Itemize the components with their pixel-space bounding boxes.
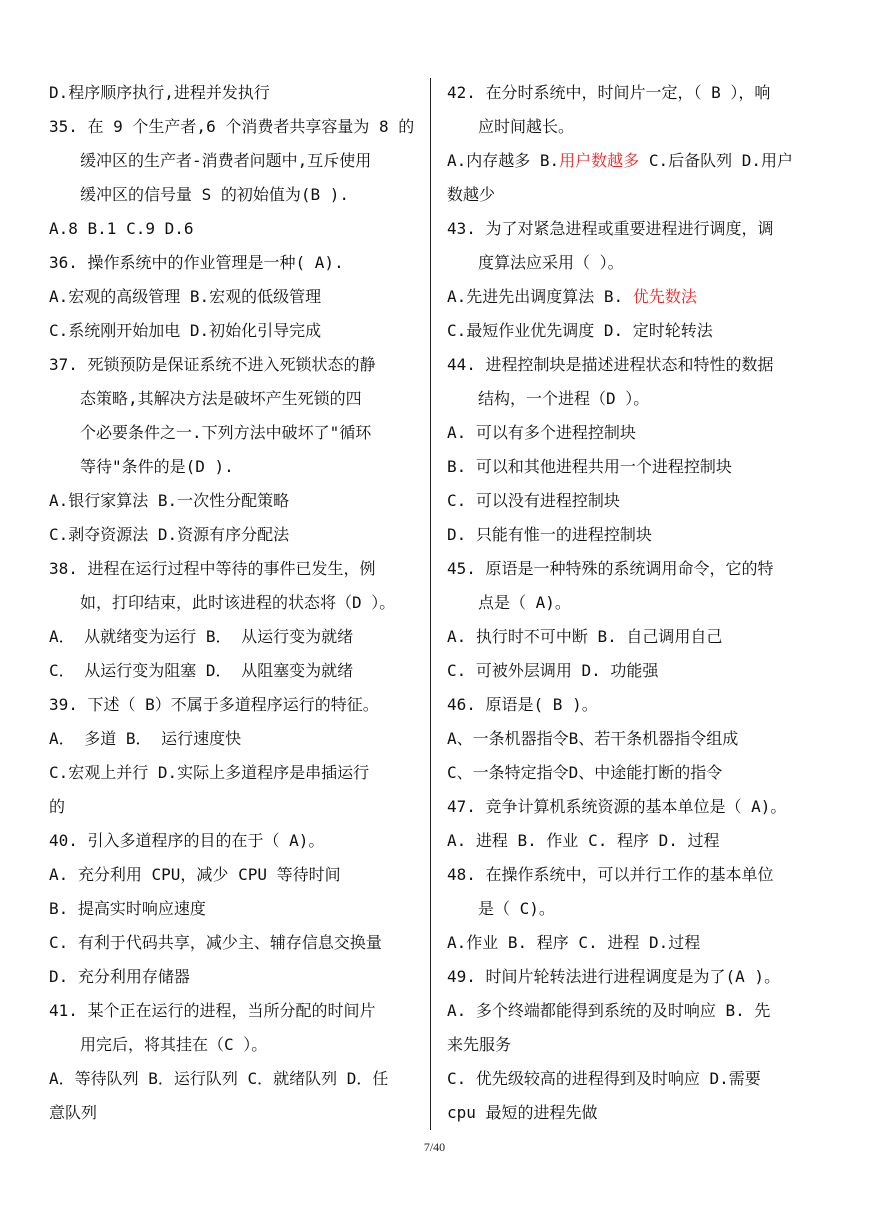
text-line: 43. 为了对紧急进程或重要进程进行调度，调 bbox=[447, 219, 774, 238]
text-line: A. 可以有多个进程控制块 bbox=[447, 423, 636, 442]
text-line: A. 多个终端都能得到系统的及时响应 B. 先 bbox=[447, 1001, 771, 1020]
text-line: 36. 操作系统中的作业管理是一种( A). bbox=[49, 253, 344, 272]
text-segment: C.后备队列 D.用户 bbox=[639, 151, 793, 170]
text-line: 46. 原语是( B )。 bbox=[447, 695, 598, 714]
text-line: A.8 B.1 C.9 D.6 bbox=[49, 219, 194, 238]
text-line: 等待"条件的是(D ). bbox=[80, 457, 234, 476]
text-line bbox=[447, 280, 827, 314]
text-line: C.系统刚开始加电 D.初始化引导完成 bbox=[49, 321, 322, 340]
text-line: 的 bbox=[49, 797, 66, 816]
text-line: D.程序顺序执行,进程并发执行 bbox=[49, 83, 270, 102]
text-line: 点是（ A)。 bbox=[478, 593, 571, 612]
text-line: C. 可被外层调用 D. 功能强 bbox=[447, 661, 659, 680]
page-number: 7/40 bbox=[423, 1140, 446, 1154]
text-line: 个必要条件之一.下列方法中破坏了"循环 bbox=[80, 423, 372, 442]
text-line: C． 从运行变为阻塞 D． 从阻塞变为就绪 bbox=[49, 661, 354, 680]
text-line: C. 有利于代码共享，减少主、辅存信息交换量 bbox=[49, 933, 382, 952]
highlighted-answer: 优先数法 bbox=[632, 287, 697, 306]
text-line: 结构，一个进程（D ）。 bbox=[478, 389, 650, 408]
text-line: A、一条机器指令B、若干条机器指令组成 bbox=[447, 729, 739, 748]
text-line: 如，打印结束，此时该进程的状态将（D ）。 bbox=[80, 593, 396, 612]
text-line: 缓冲区的生产者-消费者问题中,互斥使用 bbox=[80, 151, 372, 170]
text-line: 应时间越长。 bbox=[478, 117, 575, 136]
text-line: A． 多道 B． 运行速度快 bbox=[49, 729, 242, 748]
text-line: C.最短作业优先调度 D. 定时轮转法 bbox=[447, 321, 713, 340]
left-column bbox=[49, 76, 419, 1130]
text-line: 态策略,其解决方法是破坏产生死锁的四 bbox=[80, 389, 362, 408]
text-line: C.宏观上并行 D.实际上多道程序是串插运行 bbox=[49, 763, 370, 782]
text-line: 用完后，将其挂在（C ）。 bbox=[80, 1035, 268, 1054]
text-line: C、一条特定指令D、中途能打断的指令 bbox=[447, 763, 723, 782]
text-line: 是（ C)。 bbox=[478, 899, 555, 918]
text-line: A. 进程 B. 作业 C. 程序 D. 过程 bbox=[447, 831, 720, 850]
text-line: 意队列 bbox=[49, 1103, 98, 1122]
text-line: A. 充分利用 CPU，减少 CPU 等待时间 bbox=[49, 865, 341, 884]
text-line: A.银行家算法 B.一次性分配策略 bbox=[49, 491, 290, 510]
right-column bbox=[447, 76, 827, 1130]
text-line: 39. 下述（ B）不属于多道程序运行的特征。 bbox=[49, 695, 379, 714]
text-line: B. 提高实时响应速度 bbox=[49, 899, 206, 918]
text-line: 37. 死锁预防是保证系统不进入死锁状态的静 bbox=[49, 355, 376, 374]
text-line: A．等待队列 B．运行队列 C．就绪队列 D．任 bbox=[49, 1069, 389, 1088]
text-line: C. 可以没有进程控制块 bbox=[447, 491, 620, 510]
text-line: cpu 最短的进程先做 bbox=[447, 1103, 598, 1122]
text-line: 来先服务 bbox=[447, 1035, 512, 1054]
text-line: 38. 进程在运行过程中等待的事件已发生，例 bbox=[49, 559, 376, 578]
column-divider bbox=[430, 78, 431, 1130]
text-line: A． 从就绪变为运行 B． 从运行变为就绪 bbox=[49, 627, 354, 646]
text-line: D. 只能有惟一的进程控制块 bbox=[447, 525, 652, 544]
text-line: A.宏观的高级管理 B.宏观的低级管理 bbox=[49, 287, 322, 306]
text-line: 缓冲区的信号量 S 的初始值为(B ). bbox=[80, 185, 350, 204]
text-line: 41. 某个正在运行的进程，当所分配的时间片 bbox=[49, 1001, 376, 1020]
text-line: 35. 在 9 个生产者,6 个消费者共享容量为 8 的 bbox=[49, 117, 415, 136]
text-line: 40. 引入多道程序的目的在于（ A)。 bbox=[49, 831, 325, 850]
text-line: A. 执行时不可中断 B. 自己调用自己 bbox=[447, 627, 723, 646]
text-line: 44. 进程控制块是描述进程状态和特性的数据 bbox=[447, 355, 774, 374]
text-segment: A.先进先出调度算法 B. bbox=[447, 287, 633, 306]
text-line: C. 优先级较高的进程得到及时响应 D.需要 bbox=[447, 1069, 761, 1088]
text-line: 45. 原语是一种特殊的系统调用命令，它的特 bbox=[447, 559, 774, 578]
text-line: 49. 时间片轮转法进行进程调度是为了(A )。 bbox=[447, 967, 781, 986]
text-line: 48. 在操作系统中，可以并行工作的基本单位 bbox=[447, 865, 774, 884]
text-line: 42. 在分时系统中，时间片一定，（ B ），响 bbox=[447, 83, 771, 102]
highlighted-answer: 用户数越多 bbox=[559, 151, 640, 170]
text-line: 度算法应采用（ ）。 bbox=[478, 253, 624, 272]
text-line: D. 充分利用存储器 bbox=[49, 967, 190, 986]
text-line: B. 可以和其他进程共用一个进程控制块 bbox=[447, 457, 732, 476]
text-line bbox=[447, 144, 827, 178]
text-line: 47. 竞争计算机系统资源的基本单位是（ A)。 bbox=[447, 797, 787, 816]
text-line: A.作业 B. 程序 C. 进程 D.过程 bbox=[447, 933, 701, 952]
text-line: 数越少 bbox=[447, 185, 496, 204]
text-segment: A.内存越多 B. bbox=[447, 151, 560, 170]
text-line: C.剥夺资源法 D.资源有序分配法 bbox=[49, 525, 290, 544]
